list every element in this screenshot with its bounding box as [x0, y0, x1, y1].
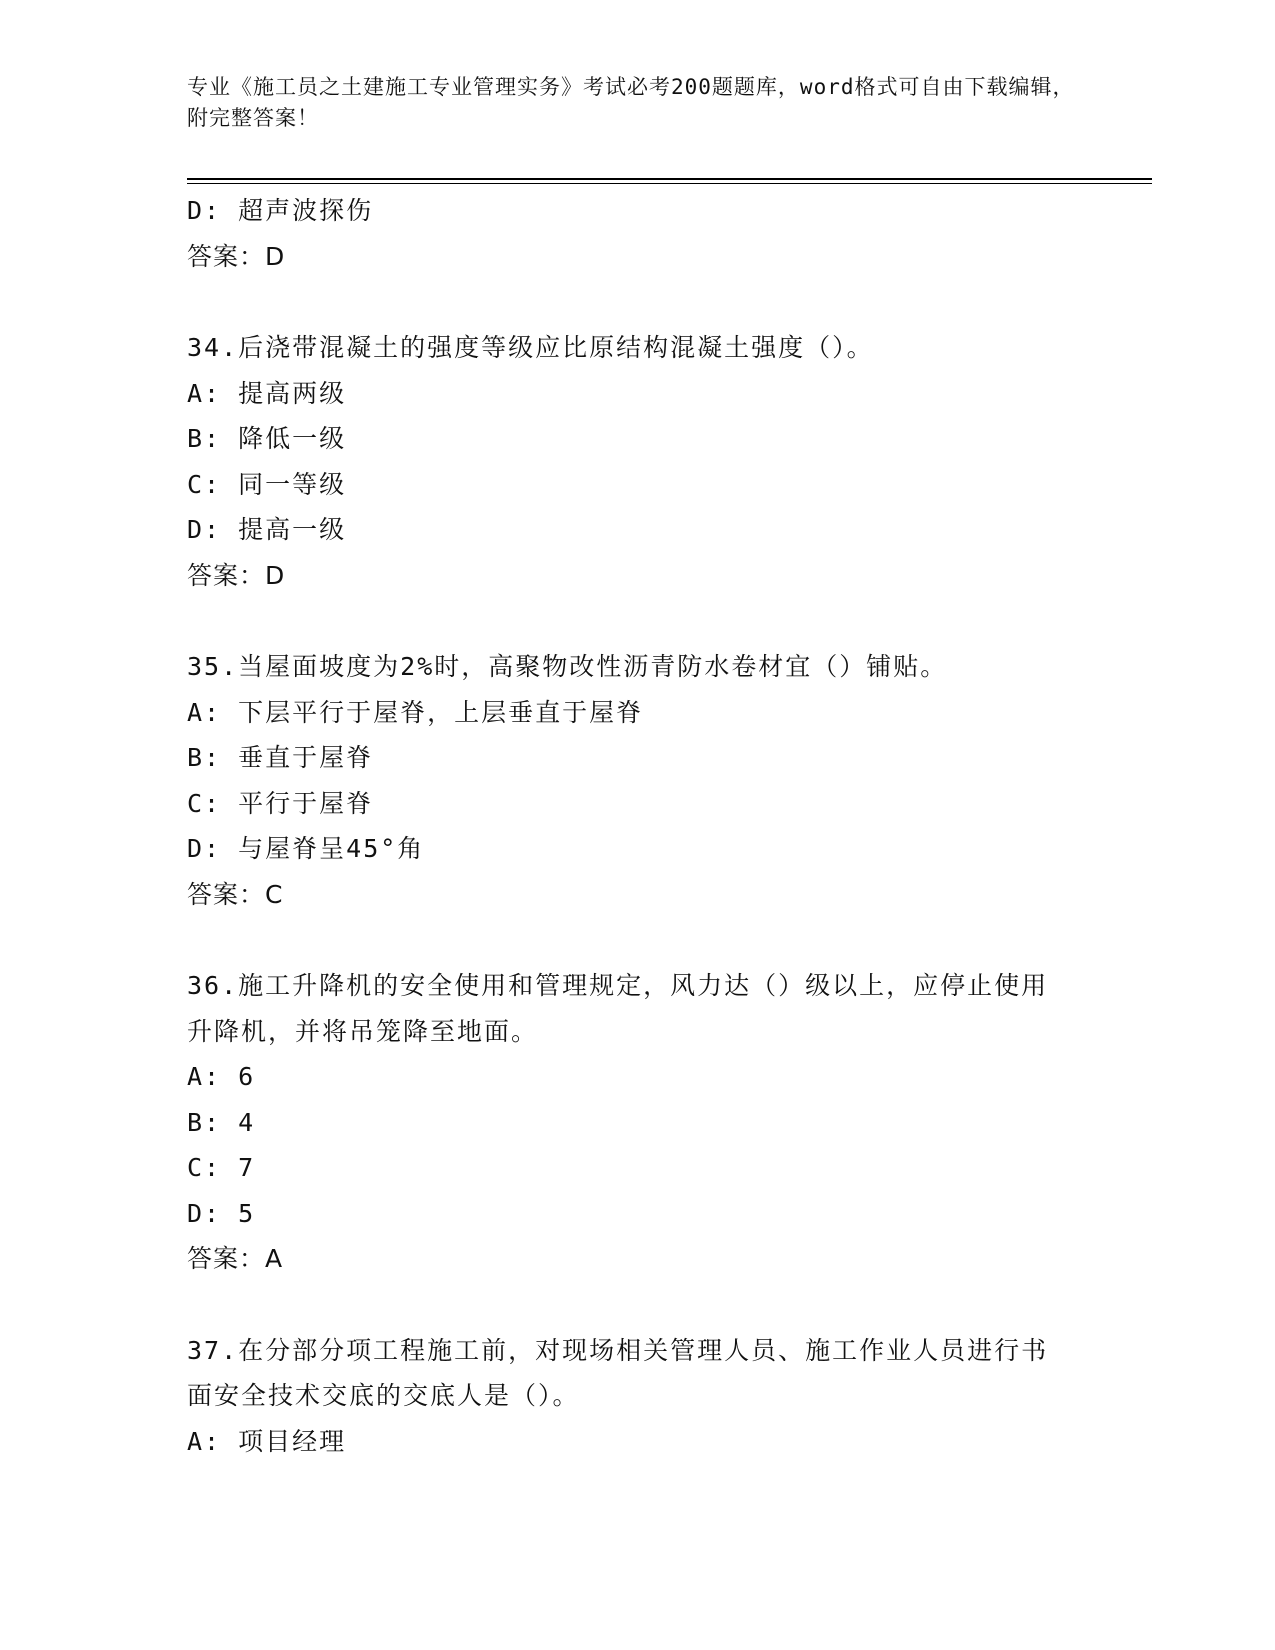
option-b: B: 垂直于屋脊	[187, 743, 374, 772]
document-body	[187, 188, 1087, 1464]
answer: 答案：A	[187, 1244, 284, 1273]
header-rule-thin	[187, 183, 1152, 184]
option-a: A: 6	[187, 1062, 256, 1091]
option-a: A: 项目经理	[187, 1426, 347, 1456]
question-text: 34.后浇带混凝土的强度等级应比原结构混凝土强度（）。	[187, 333, 874, 362]
option-a: A: 下层平行于屋脊，上层垂直于屋脊	[187, 697, 644, 727]
option-c: C: 同一等级	[187, 469, 347, 499]
header-rule-thick	[187, 178, 1152, 180]
question-34	[187, 325, 1087, 598]
question-36	[187, 963, 1087, 1282]
option-d-prev: D: 超声波探伤	[187, 196, 374, 225]
option-d: D: 提高一级	[187, 515, 347, 544]
option-c: C: 平行于屋脊	[187, 788, 374, 818]
question-text: 37.在分部分项工程施工前，对现场相关管理人员、施工作业人员进行书面安全技术交底的交底人是（）。	[187, 1335, 1049, 1410]
option-b: B: 降低一级	[187, 424, 347, 453]
option-a: A: 提高两级	[187, 378, 347, 408]
option-c: C: 7	[187, 1153, 256, 1182]
option-b: B: 4	[187, 1107, 256, 1137]
option-d: D: 与屋脊呈45°角	[187, 834, 425, 863]
answer-prev: 答案：D	[187, 241, 286, 271]
answer: 答案：C	[187, 879, 284, 909]
question-text: 35.当屋面坡度为2%时，高聚物改性沥青防水卷材宜（）铺贴。	[187, 652, 948, 681]
question-35	[187, 644, 1087, 917]
question-37	[187, 1328, 1087, 1465]
document-header: 专业《施工员之土建施工专业管理实务》考试必考200题题库，word格式可自由下载编辑，附完整答案！	[187, 75, 1075, 130]
question-text: 36.施工升降机的安全使用和管理规定，风力达（）级以上，应停止使用升降机，并将吊笼降至地面。	[187, 971, 1049, 1046]
option-d: D: 5	[187, 1198, 256, 1228]
answer: 答案：D	[187, 560, 286, 590]
